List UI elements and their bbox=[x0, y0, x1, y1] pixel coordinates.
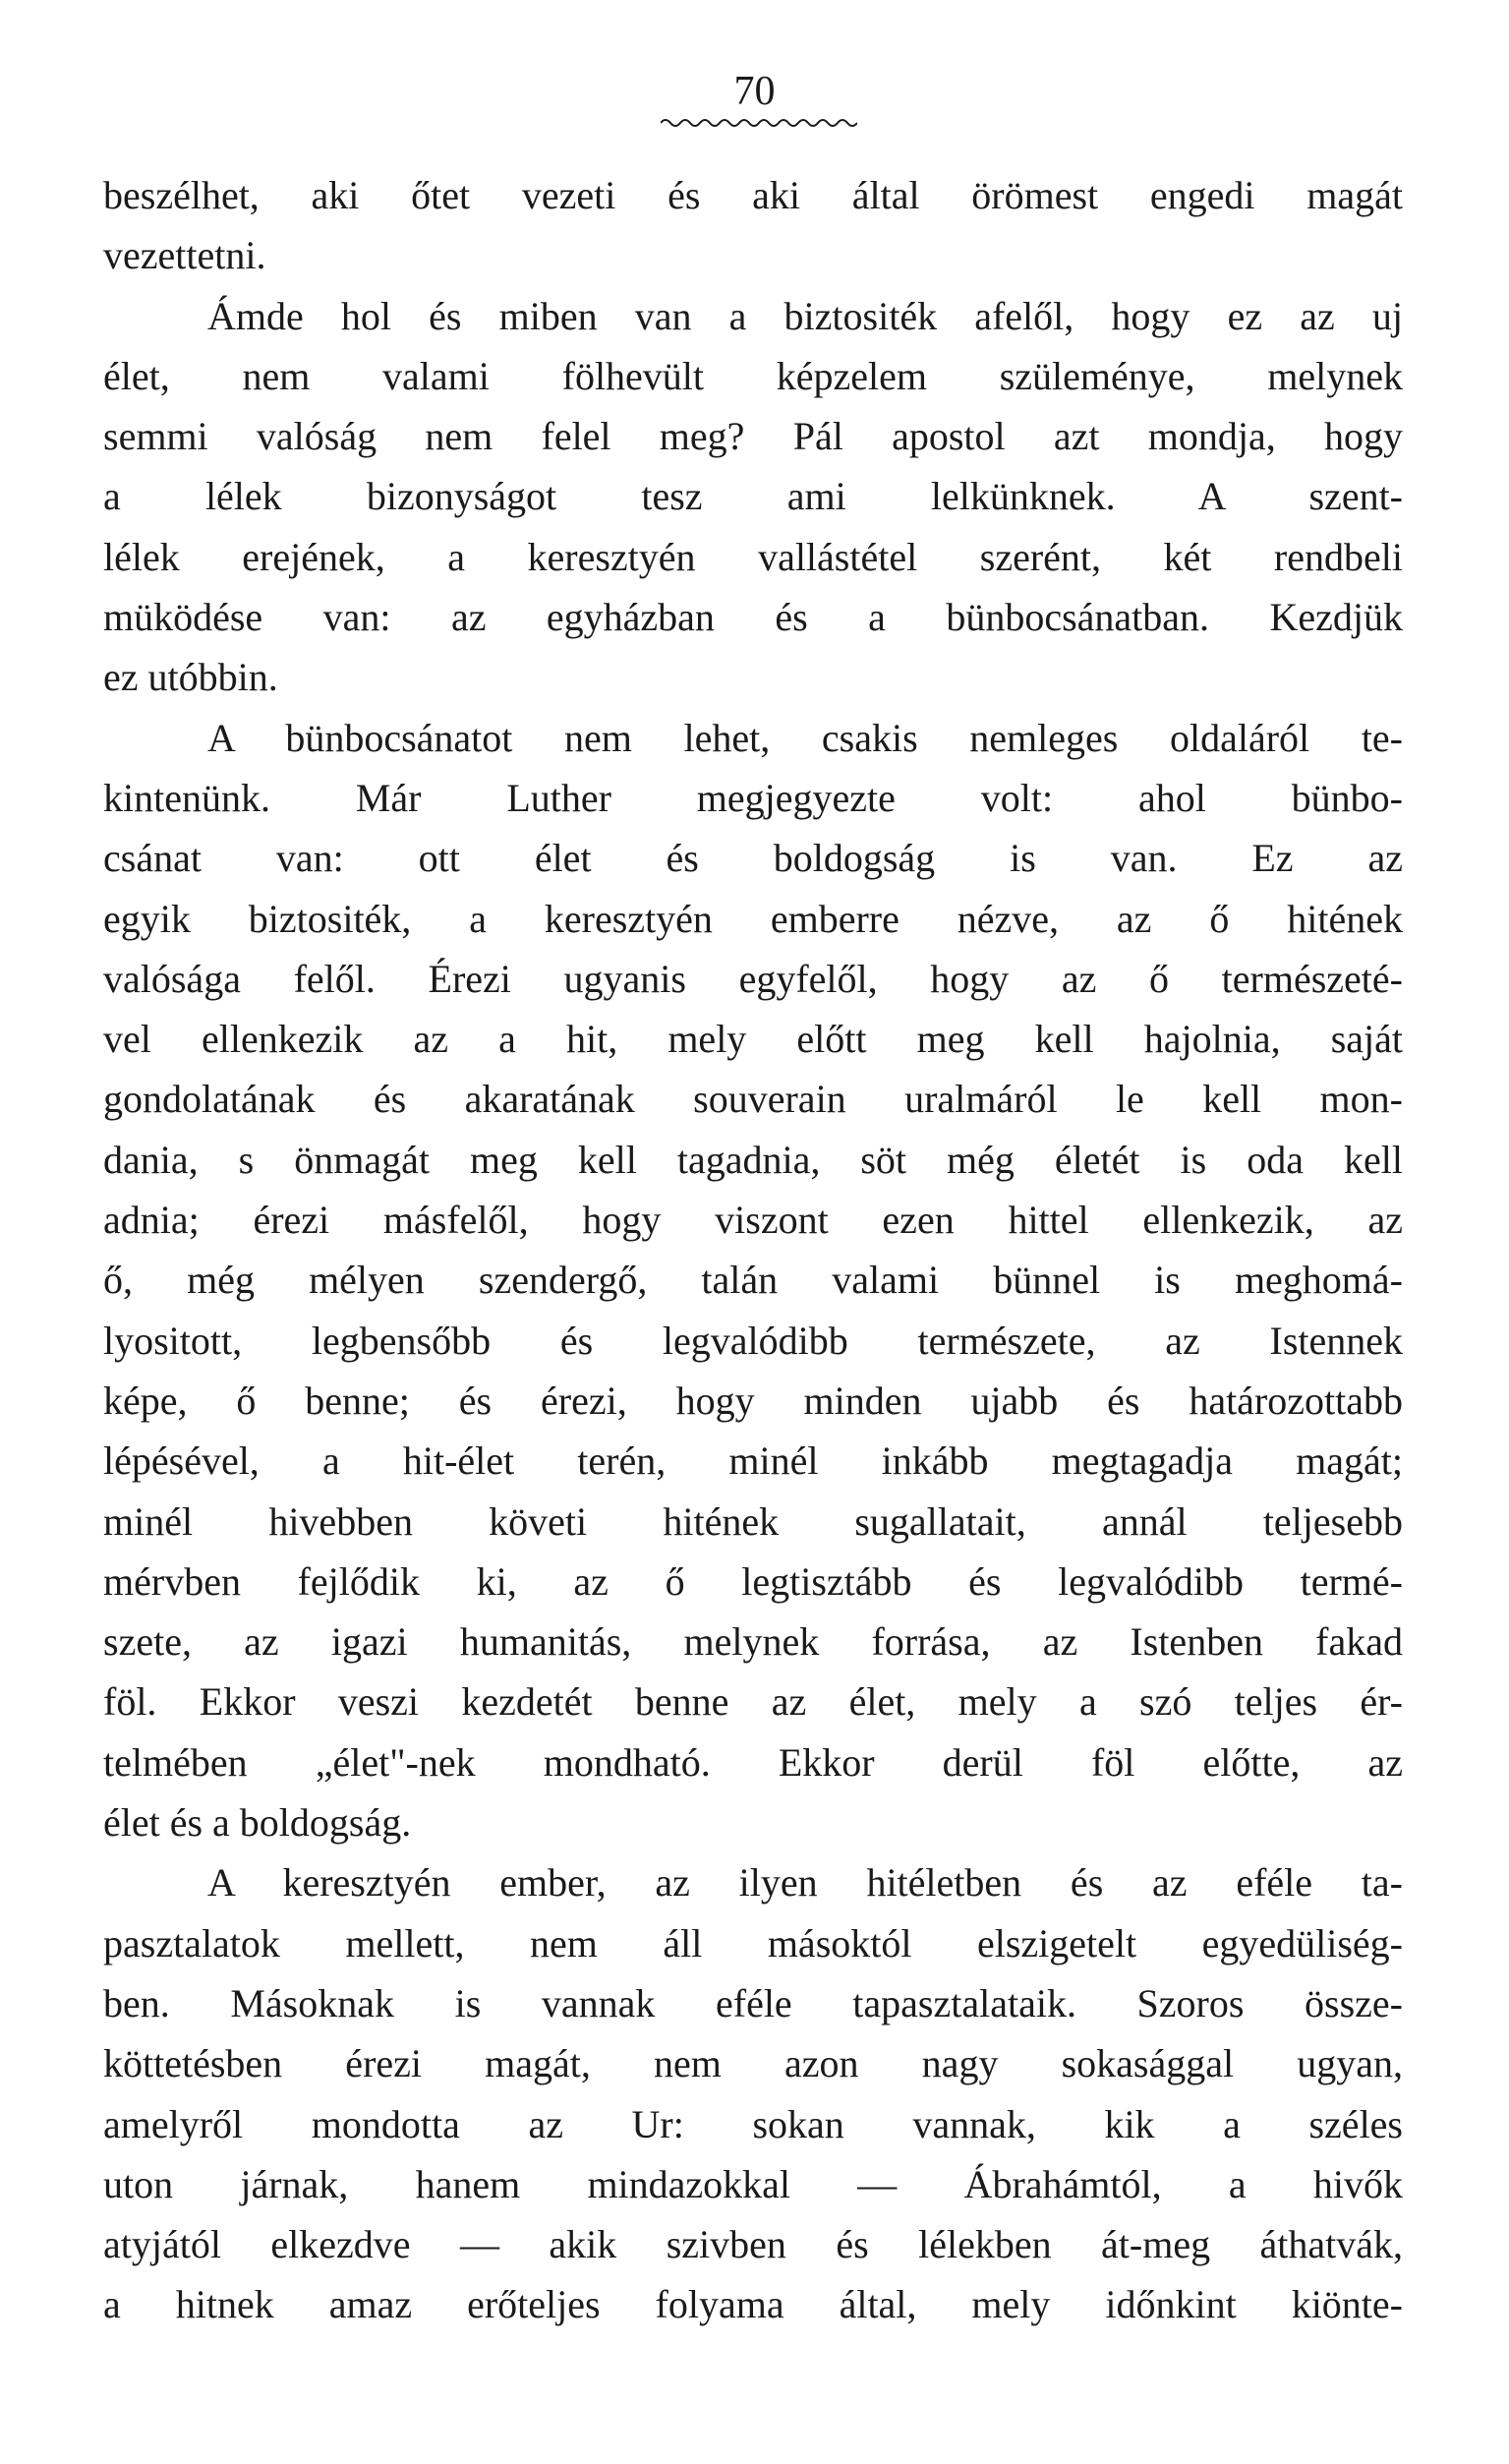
text-line: ez utóbbin. bbox=[103, 655, 278, 700]
text-line: gondolatának és akaratának souverain uralmáról le kell mon- bbox=[103, 1077, 1403, 1122]
text-line: szete, az igazi humanitás, melynek forrása, az Istenben fakad bbox=[103, 1619, 1403, 1665]
text-line: lyositott, legbensőbb és legvalódibb természete, az Istennek bbox=[103, 1318, 1403, 1363]
text-line: vel ellenkezik az a hit, mely előtt meg kell hajolnia, saját bbox=[103, 1017, 1403, 1062]
text-line: atyjától elkezdve — akik szivben és lélekben át-meg áthatvák, bbox=[103, 2222, 1403, 2267]
text-line: adnia; érezi másfelől, hogy viszont ezen hittel ellenkezik, az bbox=[103, 1198, 1403, 1243]
text-line: semmi valóság nem felel meg? Pál apostol azt mondja, hogy bbox=[103, 414, 1403, 459]
text-line: a lélek bizonyságot tesz ami lelkünknek. A szent- bbox=[103, 474, 1403, 519]
text-line: élet, nem valami fölhevült képzelem szüleménye, melynek bbox=[103, 353, 1403, 398]
text-line: ő, még mélyen szendergő, talán valami bünnel is meghomá- bbox=[103, 1258, 1403, 1303]
text-line: A bünbocsánatot nem lehet, csakis nemleges oldaláról te- bbox=[207, 715, 1403, 760]
text-line: a hitnek amaz erőteljes folyama által, mely időnkint kiönte- bbox=[103, 2282, 1403, 2327]
text-line: A keresztyén ember, az ilyen hitéletben és az eféle ta- bbox=[207, 1860, 1403, 1906]
text-line: dania, s önmagát meg kell tagadnia, söt még életét is oda kell bbox=[103, 1137, 1403, 1182]
page-number: 70 bbox=[733, 69, 776, 114]
text-line: Ámde hol és miben van a biztositék afelől, hogy ez az uj bbox=[207, 293, 1403, 338]
text-line: élet és a boldogság. bbox=[103, 1800, 412, 1846]
text-line: föl. Ekkor veszi kezdetét benne az élet, mely a szó teljes ér- bbox=[103, 1679, 1403, 1725]
text-line: képe, ő benne; és érezi, hogy minden ujabb és határozottabb bbox=[103, 1378, 1403, 1423]
text-line: pasztalatok mellett, nem áll másoktól elszigetelt egyedüliség- bbox=[103, 1920, 1403, 1965]
text-line: mérvben fejlődik ki, az ő legtisztább és legvalódibb termé- bbox=[103, 1558, 1403, 1604]
text-line: müködése van: az egyházban és a bünbocsánatban. Kezdjük bbox=[103, 595, 1403, 640]
text-line: minél hivebben követi hitének sugallatait, annál teljesebb bbox=[103, 1498, 1403, 1544]
text-line: valósága felől. Érezi ugyanis egyfelől, hogy az ő természeté- bbox=[103, 956, 1403, 1001]
text-line: lélek erejének, a keresztyén vallástétel szerént, két rendbeli bbox=[103, 534, 1403, 579]
text-line: egyik biztositék, a keresztyén emberre nézve, az ő hitének bbox=[103, 896, 1403, 941]
wavy-rule-ornament bbox=[661, 116, 857, 130]
text-line: uton járnak, hanem mindazokkal — Ábrahámtól, a hivők bbox=[103, 2161, 1403, 2206]
text-line: telmében „élet"-nek mondható. Ekkor derül föl előtte, az bbox=[103, 1739, 1403, 1785]
text-line: kintenünk. Már Luther megjegyezte volt: ahol bünbo- bbox=[103, 775, 1403, 820]
text-line: vezettetni. bbox=[103, 233, 266, 278]
text-line: beszélhet, aki őtet vezeti és aki által örömest engedi magát bbox=[103, 173, 1403, 217]
text-line: ben. Másoknak is vannak eféle tapasztalataik. Szoros össze- bbox=[103, 1980, 1403, 2025]
text-line: csánat van: ott élet és boldogság is van. Ez az bbox=[103, 836, 1403, 881]
text-line: köttetésben érezi magát, nem azon nagy sokasággal ugyan, bbox=[103, 2041, 1403, 2086]
text-line: amelyről mondotta az Ur: sokan vannak, kik a széles bbox=[103, 2101, 1403, 2146]
body-text bbox=[103, 165, 1403, 2335]
text-line: lépésével, a hit-élet terén, minél inkább megtagadja magát; bbox=[103, 1438, 1403, 1484]
